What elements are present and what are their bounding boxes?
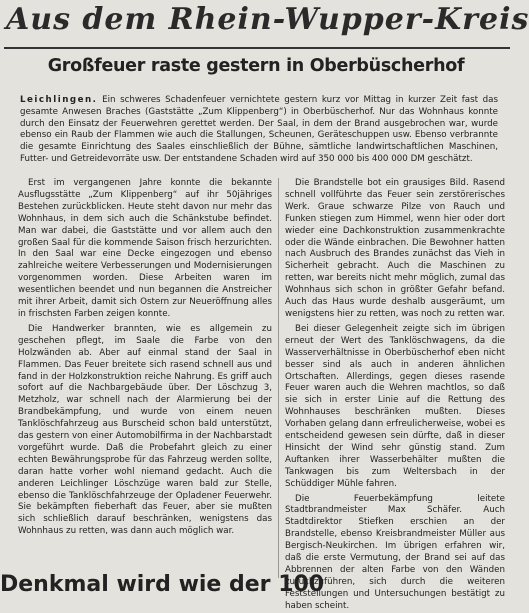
next-article-headline: Denkmal wird wie der 100 [0, 572, 325, 597]
section-title: Aus dem Rhein-Wupper-Kreis [6, 2, 529, 37]
paragraph: Erst im vergangenen Jahre konnte die bekannte Ausflugsstätte „Zum Klippenberg“ auf ihr 50jähriges Bestehen zurückblicken. Heute steht davon nur mehr das Wohnhaus, in dem sich auch die Schänkstube befindet. Man war dabei, die Gaststätte und vor allem auch den großen Saal für die kommende Saison frisch herzurichten. In den Saal war eine Decke eingezogen und ebenso zahlreiche weitere Verbesserungen und Modernisierungen vorgenommen worden. Diese Arbeiten waren im wesentlichen beendet und nun begannen die Anstreicher mit ihrer Arbeit, damit sich Ostern zur Neueröffnung alles in frischsten Farben zeigen konnte. [18, 178, 272, 319]
left-column [18, 178, 272, 578]
right-column [285, 178, 505, 611]
article-lead [20, 95, 498, 166]
paragraph: Die Brandstelle bot ein grausiges Bild. Rasend schnell vollführte das Feuer sein zerstörerisches Werk. Graue schwarze Pilze von Rauch und Funken stiegen zum Himmel, wenn hier oder dort wieder eine Dachkonstruktion zusammenkrachte oder die Wände einbrachen. Die Bewohner hatten nach Ausbruch des Brandes zunächst das Vieh in Sicherheit gebracht. Auch die Maschinen zu retten, war bereits nicht mehr möglich, zumal das Wohnhaus sich schon in größter Gefahr befand. Auch das Haus wurde deshalb ausgeräumt, um wenigstens hier zu retten, was noch zu retten war. [285, 178, 505, 319]
dateline: Leichlingen. [20, 95, 98, 105]
article-headline: Großfeuer raste gestern in Oberbüscherhof [47, 56, 465, 76]
section-divider [4, 47, 510, 49]
paragraph: Die Feuerbekämpfung leitete Stadtbrandmeister Max Schäfer. Auch Stadtdirektor Stiefken erschien an der Brandstelle, ebenso Kreisbrandmeister Müller aus Bergisch-Neukirchen. Im übrigen erfahren wir, daß die erste Vermutung, der Brand sei auf das Abbrennen der alten Farbe von den Wänden zurückzuführen, sich durch die weiteren Feststellungen und Untersuchungen bestätigt zu haben scheint. [285, 493, 505, 611]
lead-text: Ein schweres Schadenfeuer vernichtete gestern kurz vor Mittag in kurzer Zeit fast das gesamte Anwesen Braches (Gaststätte „Zum Klippenberg“) in Oberbüscherhof. Nur das Wohnhaus konnte durch den Einsatz der Feuerwehren gerettet werden. Der Saal, in dem der Brand ausgebrochen war, wurde ebenso ein Raub der Flammen wie auch die Stallungen, Scheunen, Geräteschuppen usw. Ebenso verbrannte die gesamte Einrichtung des Saales einschließlich der Bühne, sämtliche landwirtschaftlichen Maschinen, Futter- und Getreidevorräte usw. Der entstandene Schaden wird auf 350 000 bis 400 000 DM geschätzt. [20, 95, 499, 164]
paragraph: Die Handwerker brannten, wie es allgemein zu geschehen pflegt, im Saale die Farbe von den Holzwänden ab. Aber auf einmal stand der Saal in Flammen. Das Feuer breitete sich rasend schnell aus und fand in der Holzkonstruktion reiche Nahrung. Es griff auch sofort auf die Nachbargebäude über. Der Löschzug 3, Metzholz, war schnell nach der Alarmierung bei der Brandbekämpfung, und wurde von einem neuen Tanklöschfahrzeug aus Burscheid schon bald unterstützt, das gestern von einer Automobilfirma in der Nachbarstadt vorgeführt wurde. Daß die Probefahrt gleich zu einer echten Bewährungsprobe für das Fahrzeug werden sollte, daran hatte vorher wohl niemand gedacht. Auch die anderen Leichlinger Löschzüge waren bald zur Stelle, ebenso die Tanklöschfahrzeuge der Opladener Feuerwehr. Sie bekämpften fieberhaft das Feuer, aber sie mußten sich schließlich darauf beschränken, wenigstens das Wohnhaus zu retten, was dann auch möglich war. [18, 323, 272, 537]
column-divider [278, 178, 279, 578]
paragraph: Bei dieser Gelegenheit zeigte sich im übrigen erneut der Wert des Tanklöschwagens, da die Wasserverhältnisse in Oberbüscherhof eben nicht besser sind als auch in anderen ähnlichen Ortschaften. Allerdings, gegen dieses rasende Feuer waren auch die Wehren machtlos, so daß sie sich in erster Linie auf die Rettung des Wohnhauses beschränken mußten. Dieses Vorhaben gelang dann erfreulicherweise, wobei es entscheidend gewesen sein dürfte, daß in dieser Hinsicht der Wind sehr günstig stand. Zum Auftanken ihrer Wasserbehälter mußten die Tankwagen bis zum Weltersbach in der Schüddiger Mühle fahren. [285, 323, 505, 489]
